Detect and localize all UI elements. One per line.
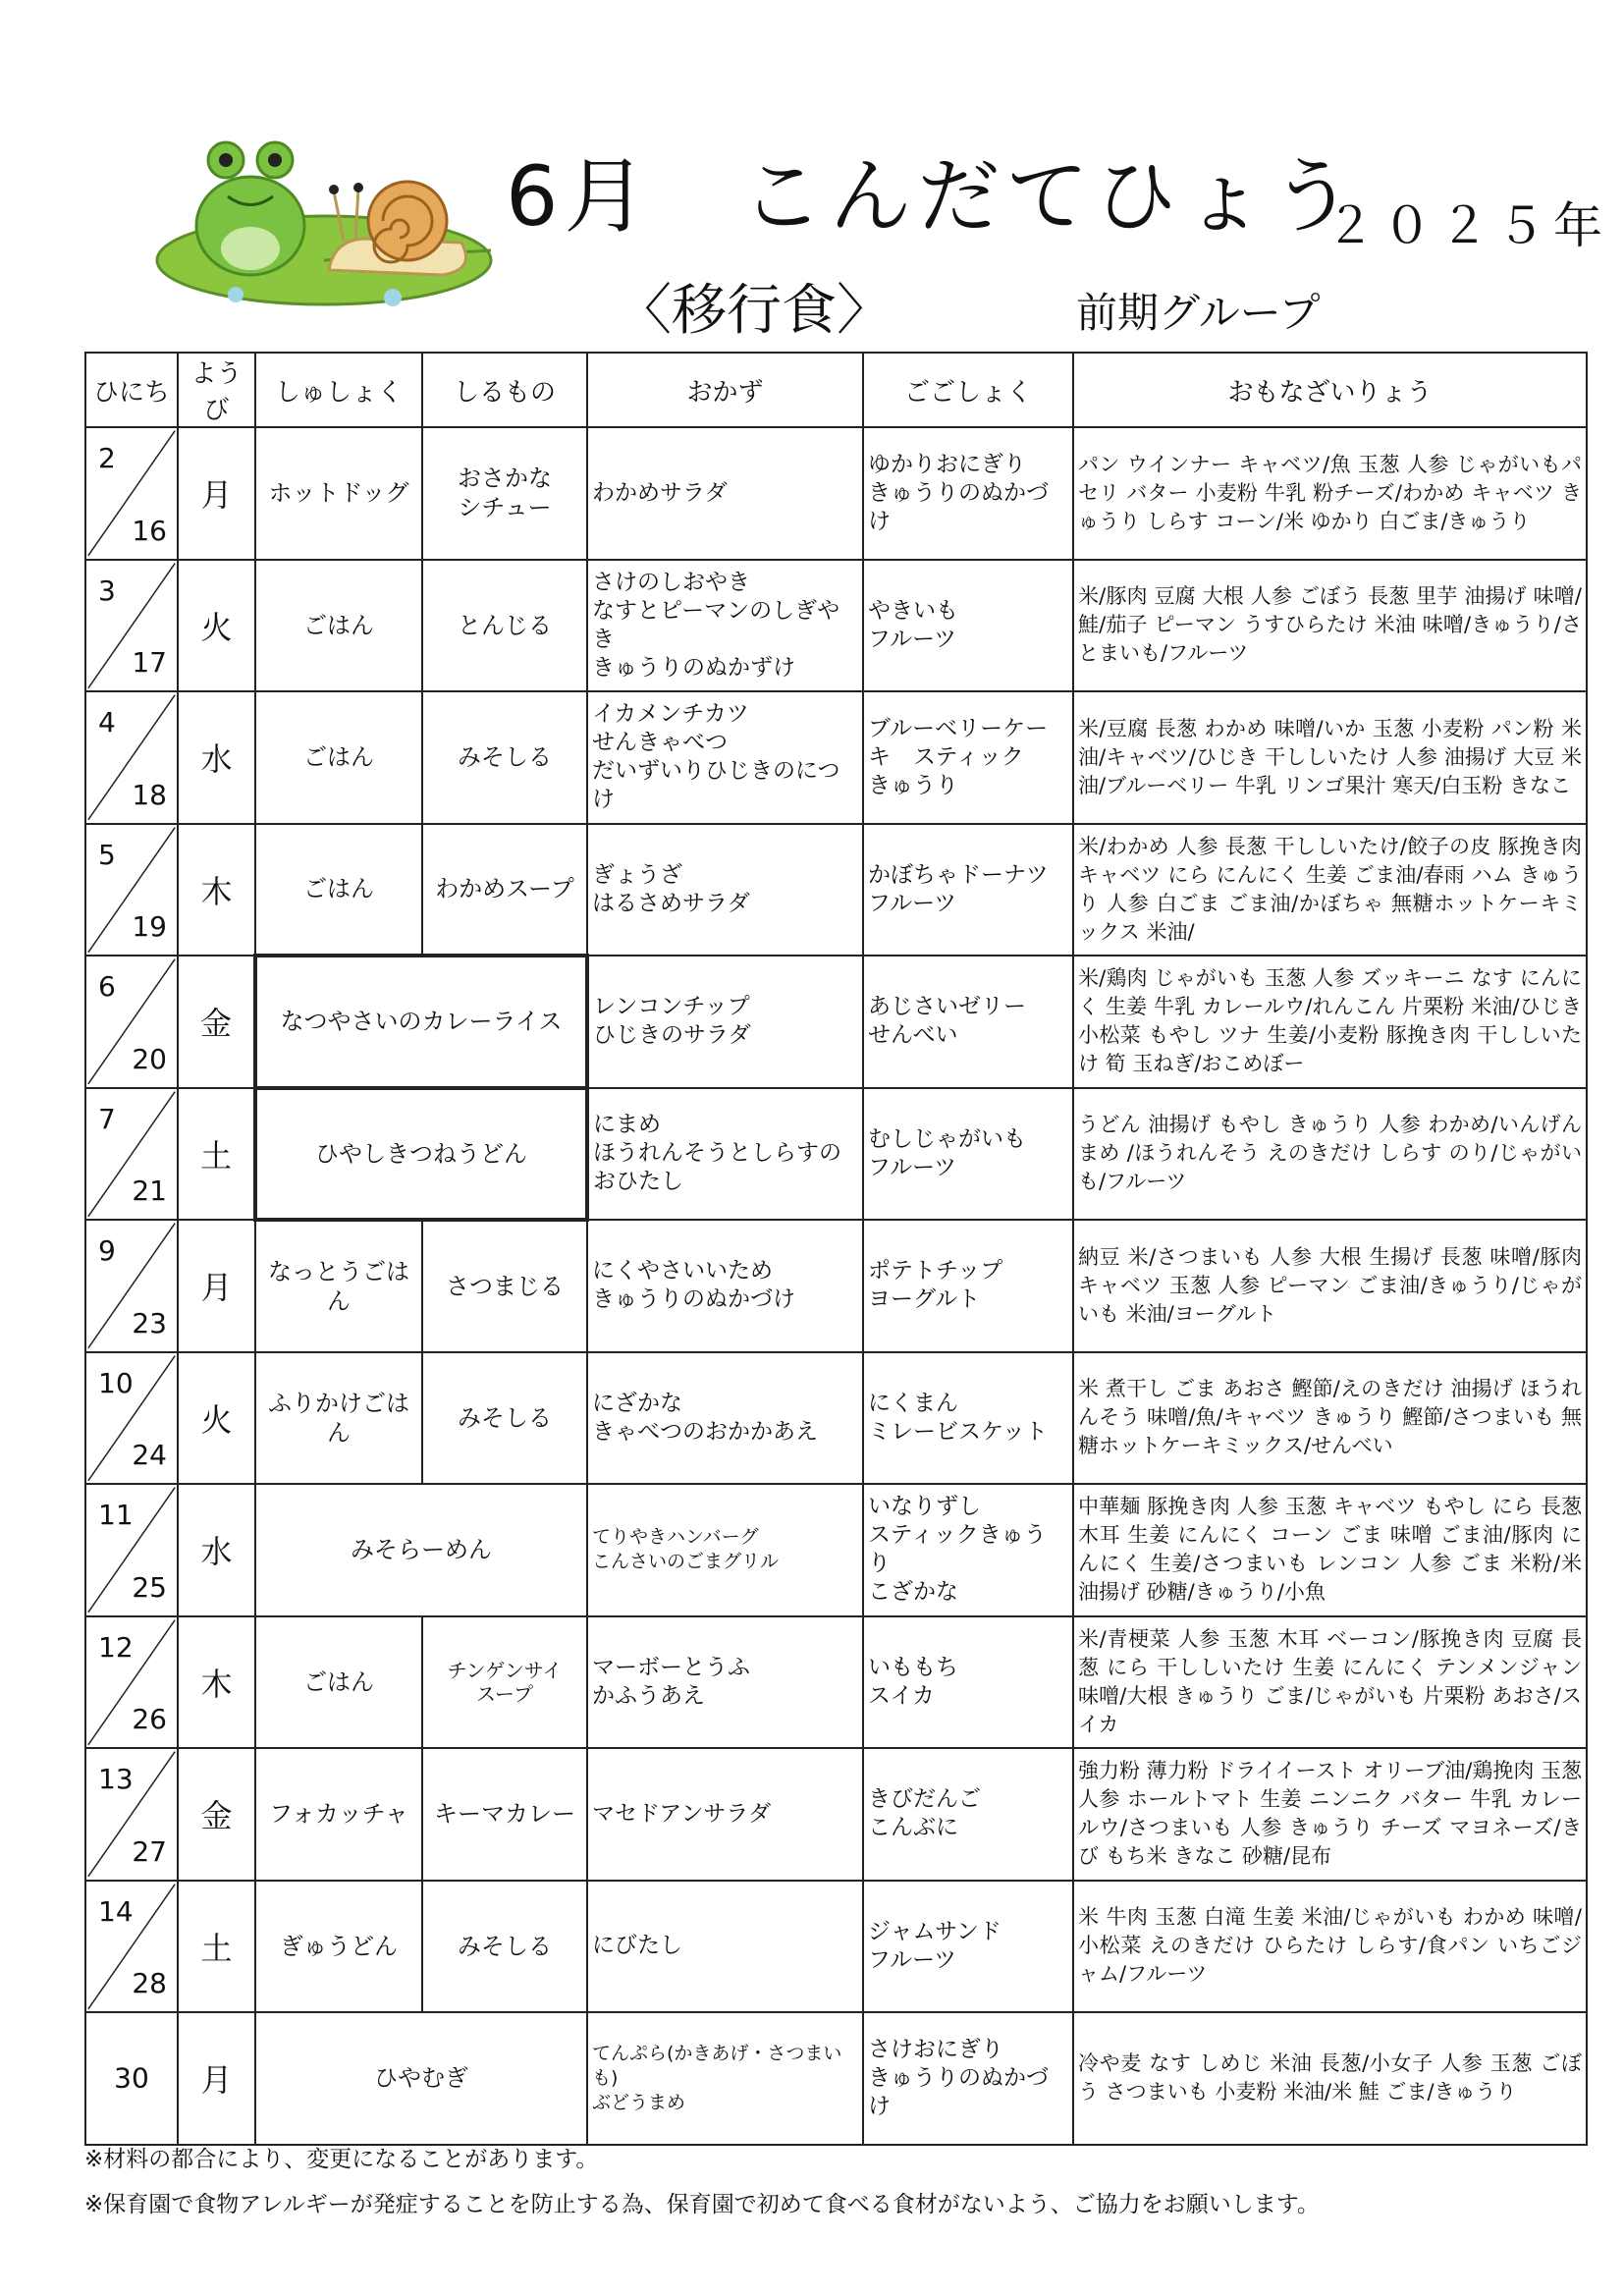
date-second: 21 — [132, 1175, 167, 1207]
okazu-cell: さけのしおやき なすとピーマンのしぎやき きゅうりのぬかずけ — [587, 560, 863, 692]
date-cell — [85, 1881, 178, 2013]
snack-cell: あじさいゼリー せんべい — [863, 956, 1073, 1088]
table-header-row — [85, 353, 1587, 427]
ingredients-cell: 米/青梗菜 人参 玉葱 木耳 ベーコン/豚挽き肉 豆腐 長葱 にら 干ししいたけ 生姜 にんにく テンメンジャン 味噌/大根 きゅうり ごま/じゃがいも 片栗粉 あおさ/スイカ — [1073, 1616, 1587, 1749]
col-header-ingredients: おもなざいりょう — [1073, 353, 1587, 427]
table-row — [85, 1616, 1587, 1749]
ingredients-cell: 米 煮干し ごま あおさ 鰹節/えのきだけ 油揚げ ほうれんそう 味噌/魚/キャベツ きゅうり 鰹節/さつまいも 無糖ホットケーキミックス/せんべい — [1073, 1352, 1587, 1485]
snack-cell: むしじゃがいも フルーツ — [863, 1088, 1073, 1221]
okazu-cell: わかめサラダ — [587, 427, 863, 560]
date-first: 6 — [98, 970, 116, 1003]
okazu-cell: にくやさいいため きゅうりのぬかづけ — [587, 1220, 863, 1352]
date-second: 28 — [132, 1967, 167, 1999]
note-line-1: ※材料の都合により、変更になることがあります。 — [84, 2147, 599, 2172]
soup-cell: みそしる — [422, 1881, 587, 2013]
snack-cell: いなりずし スティックきゅうり こざかな — [863, 1484, 1073, 1616]
table-row — [85, 956, 1587, 1088]
weekday-cell: 月 — [178, 1220, 255, 1352]
date-second: 24 — [132, 1439, 167, 1471]
weekday-cell: 月 — [178, 2012, 255, 2145]
okazu-cell: にびたし — [587, 1881, 863, 2013]
table-row — [85, 1748, 1587, 1881]
table-row — [85, 1088, 1587, 1221]
table-row — [85, 2012, 1587, 2145]
col-header-snack: ごごしょく — [863, 353, 1073, 427]
weekday-cell: 火 — [178, 560, 255, 692]
snack-cell: さけおにぎり きゅうりのぬかづけ — [863, 2012, 1073, 2145]
snack-cell: ジャムサンド フルーツ — [863, 1881, 1073, 2013]
staple-cell: ごはん — [255, 691, 422, 824]
soup-cell: わかめスープ — [422, 824, 587, 957]
table-row — [85, 824, 1587, 957]
col-header-date: ひにち — [85, 353, 178, 427]
date-cell — [85, 1220, 178, 1352]
okazu-cell: ぎょうざ はるさめサラダ — [587, 824, 863, 957]
weekday-cell: 水 — [178, 1484, 255, 1616]
col-header-staple: しゅしょく — [255, 353, 422, 427]
date-cell — [85, 1088, 178, 1221]
date-first: 5 — [98, 838, 116, 871]
date-second: 18 — [132, 778, 167, 811]
frog-snail-illustration — [147, 133, 501, 319]
snack-cell: ブルーベリーケーキ スティック きゅうり — [863, 691, 1073, 824]
snack-cell: いももち スイカ — [863, 1616, 1073, 1749]
soup-cell: みそしる — [422, 691, 587, 824]
staple-cell: ホットドッグ — [255, 427, 422, 560]
ingredients-cell: 米/わかめ 人参 長葱 干ししいたけ/餃子の皮 豚挽き肉 キャベツ にら にんにく 生姜 ごま油/春雨 ハム きゅうり 人参 白ごま ごま油/かぼちゃ 無糖ホットケーキミックス 米油/ — [1073, 824, 1587, 957]
date-cell — [85, 1352, 178, 1485]
soup-cell: とんじる — [422, 560, 587, 692]
staple-cell: ごはん — [255, 560, 422, 692]
date-first: 10 — [98, 1366, 134, 1399]
date-first: 3 — [98, 574, 116, 607]
ingredients-cell: 米/豚肉 豆腐 大根 人参 ごぼう 長葱 里芋 油揚げ 味噌/鮭/茄子 ピーマン うすひらたけ 米油 味噌/きゅうり/さとまいも/フルーツ — [1073, 560, 1587, 692]
weekday-cell: 土 — [178, 1881, 255, 2013]
date-second: 27 — [132, 1834, 167, 1868]
weekday-cell: 金 — [178, 1748, 255, 1881]
weekday-cell: 月 — [178, 427, 255, 560]
snack-cell: ポテトチップ ヨーグルト — [863, 1220, 1073, 1352]
soup-cell: キーマカレー — [422, 1748, 587, 1881]
soup-cell: おさかな シチュー — [422, 427, 587, 560]
date-cell — [85, 1748, 178, 1881]
weekday-cell: 水 — [178, 691, 255, 824]
okazu-cell: イカメンチカツ せんきゃべつ だいずいりひじきのにつけ — [587, 691, 863, 824]
date-first: 14 — [98, 1894, 134, 1928]
date-first: 11 — [98, 1499, 134, 1531]
date-first: 13 — [98, 1763, 134, 1795]
weekday-cell: 土 — [178, 1088, 255, 1221]
date-first: 12 — [98, 1630, 134, 1664]
okazu-cell: マーボーとうふ かふうあえ — [587, 1616, 863, 1749]
soup-cell: さつまじる — [422, 1220, 587, 1352]
date-second: 20 — [132, 1042, 167, 1075]
note-line-2: ※保育園で食物アレルギーが発症することを防止する為、保育園で初めて食べる食材がないよう、ご協力をお願いします。 — [84, 2192, 1320, 2217]
menu-table — [84, 352, 1588, 2146]
date-second: 23 — [132, 1306, 167, 1339]
staple-soup-cell: みそらーめん — [255, 1484, 587, 1616]
date-first: 2 — [98, 442, 116, 474]
date-second: 19 — [132, 910, 167, 943]
weekday-cell: 木 — [178, 1616, 255, 1749]
date-first: 9 — [98, 1234, 116, 1267]
table-row — [85, 427, 1587, 560]
col-header-okazu: おかず — [587, 353, 863, 427]
page-title: 6月 こんだてひょう — [506, 148, 1360, 245]
okazu-cell: マセドアンサラダ — [587, 1748, 863, 1881]
ingredients-cell: 米/豆腐 長葱 わかめ 味噌/いか 玉葱 小麦粉 パン粉 米油/キャベツ/ひじき 干ししいたけ 人参 油揚げ 大豆 米油/ブルーベリー 牛乳 リンゴ果汁 寒天/白玉粉 きなこ — [1073, 691, 1587, 824]
menu-type-label: 〈移行食〉 — [617, 279, 892, 343]
ingredients-cell: 冷や麦 なす しめじ 米油 長葱/小女子 人参 玉葱 ごぼう さつまいも 小麦粉 米油/米 鮭 ごま/きゅうり — [1073, 2012, 1587, 2145]
okazu-cell: レンコンチップ ひじきのサラダ — [587, 956, 863, 1088]
ingredients-cell: 米/鶏肉 じゃがいも 玉葱 人参 ズッキーニ なす にんにく 生姜 牛乳 カレールウ/れんこん 片栗粉 米油/ひじき 小松菜 もやし ツナ 生姜/小麦粉 豚挽き肉 干ししいたけ 筍 玉ねぎ/おこめぼー — [1073, 956, 1587, 1088]
date-number: 30 — [114, 2061, 149, 2095]
date-first: 4 — [98, 706, 116, 738]
ingredients-cell: 納豆 米/さつまいも 人参 大根 生揚げ 長葱 味噌/豚肉 キャベツ 玉葱 人参 ピーマン ごま油/きゅうり/じゃがいも 米油/ヨーグルト — [1073, 1220, 1587, 1352]
date-second: 17 — [132, 646, 167, 679]
table-row — [85, 1484, 1587, 1616]
snack-cell: かぼちゃドーナツ フルーツ — [863, 824, 1073, 957]
date-cell — [85, 824, 178, 957]
staple-cell: ぎゅうどん — [255, 1881, 422, 2013]
table-row — [85, 1352, 1587, 1485]
staple-soup-cell: なつやさいのカレーライス — [255, 956, 587, 1088]
staple-cell: フォカッチャ — [255, 1748, 422, 1881]
ingredients-cell: 米 牛肉 玉葱 白滝 生姜 米油/じゃがいも わかめ 味噌/小松菜 えのきだけ ひらたけ しらす/食パン いちごジャム/フルーツ — [1073, 1881, 1587, 2013]
okazu-cell: てんぷら(かきあげ・さつまいも) ぶどうまめ — [587, 2012, 863, 2145]
table-row — [85, 1220, 1587, 1352]
year-label: ２０２５年 — [1326, 197, 1610, 254]
table-row — [85, 691, 1587, 824]
weekday-cell: 金 — [178, 956, 255, 1088]
ingredients-cell: 中華麺 豚挽き肉 人参 玉葱 キャベツ もやし にら 長葱 木耳 生姜 にんにく コーン ごま 味噌 ごま油/豚肉 にんにく 生姜/さつまいも レンコン 人参 ごま 米粉/米 油揚げ 砂糖/きゅうり/小魚 — [1073, 1484, 1587, 1616]
date-cell — [85, 1616, 178, 1749]
date-cell — [85, 691, 178, 824]
ingredients-cell: うどん 油揚げ もやし きゅうり 人参 わかめ/いんげんまめ /ほうれんそう えのきだけ しらす のり/じゃがいも/フルーツ — [1073, 1088, 1587, 1221]
snack-cell: きびだんご こんぶに — [863, 1748, 1073, 1881]
ingredients-cell: 強力粉 薄力粉 ドライイースト オリーブ油/鶏挽肉 玉葱 人参 ホールトマト 生姜 ニンニク バター 牛乳 カレールウ/さつまいも 人参 きゅうり チーズ マヨネーズ/きび もち米 きなこ 砂糖/昆布 — [1073, 1748, 1587, 1881]
ingredients-cell: パン ウインナー キャベツ/魚 玉葱 人参 じゃがいもパセリ バター 小麦粉 牛乳 粉チーズ/わかめ キャベツ きゅうり しらす コーン/米 ゆかり 白ごま/きゅうり — [1073, 427, 1587, 560]
date-first: 7 — [98, 1102, 116, 1135]
staple-cell: ごはん — [255, 824, 422, 957]
snack-cell: にくまん ミレービスケット — [863, 1352, 1073, 1485]
date-second: 26 — [132, 1703, 167, 1735]
col-header-soup: しるもの — [422, 353, 587, 427]
staple-cell: ふりかけごはん — [255, 1352, 422, 1485]
date-cell — [85, 1484, 178, 1616]
weekday-cell: 木 — [178, 824, 255, 957]
okazu-cell: てりやきハンバーグ こんさいのごまグリル — [587, 1484, 863, 1616]
table-row — [85, 560, 1587, 692]
okazu-cell: にまめ ほうれんそうとしらすの おひたし — [587, 1088, 863, 1221]
table-row — [85, 1881, 1587, 2013]
date-second: 25 — [132, 1570, 167, 1604]
date-second: 16 — [132, 514, 167, 547]
staple-soup-cell: ひやしきつねうどん — [255, 1088, 587, 1221]
group-label: 前期グループ — [1076, 289, 1321, 337]
soup-cell: みそしる — [422, 1352, 587, 1485]
snack-cell: やきいも フルーツ — [863, 560, 1073, 692]
snack-cell: ゆかりおにぎり きゅうりのぬかづけ — [863, 427, 1073, 560]
weekday-cell: 火 — [178, 1352, 255, 1485]
staple-cell: なっとうごはん — [255, 1220, 422, 1352]
date-cell — [85, 427, 178, 560]
okazu-cell: にざかな きゃべつのおかかあえ — [587, 1352, 863, 1485]
soup-cell: チンゲンサイ スープ — [422, 1616, 587, 1749]
date-cell — [85, 560, 178, 692]
date-cell — [85, 956, 178, 1088]
col-header-weekday: ようび — [178, 353, 255, 427]
staple-cell: ごはん — [255, 1616, 422, 1749]
date-cell — [85, 2012, 178, 2145]
staple-soup-cell: ひやむぎ — [255, 2012, 587, 2145]
